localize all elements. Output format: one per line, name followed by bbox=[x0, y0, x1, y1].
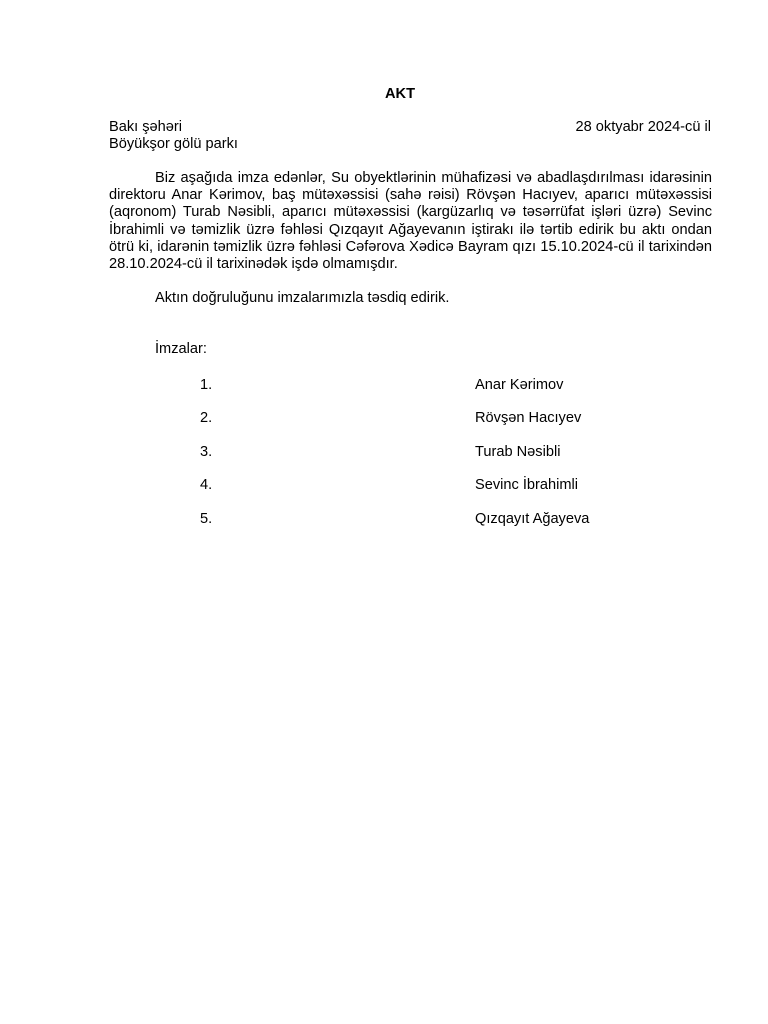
document-date: 28 oktyabr 2024-cü il bbox=[575, 119, 711, 135]
signatory-name: Sevinc İbrahimli bbox=[475, 477, 579, 493]
signature-row bbox=[0, 377, 768, 395]
header-city-date-line bbox=[109, 119, 711, 136]
location-name: Böyükşor gölü parkı bbox=[109, 136, 238, 152]
signatures-label: İmzalar: bbox=[155, 341, 207, 357]
signature-row bbox=[0, 410, 768, 428]
city-name: Bakı şəhəri bbox=[109, 119, 183, 135]
signature-row bbox=[0, 477, 768, 495]
signature-number: 1. bbox=[200, 377, 213, 393]
signatory-name: Turab Nəsibli bbox=[475, 444, 561, 460]
body-paragraph: Biz aşağıda imza edənlər, Su obyektlərinin mühafizəsi və abadlaşdırılması idarəsinin direktoru Anar Kərimov, baş mütəxəssisi (sahə rəisi) Rövşən Hacıyev, aparıcı mütəxəssisi (aqronom) Turab Nəsibli, aparıcı mütəxəssisi (kargüzarlıq və təsərrüfat işləri üzrə) Sevinc İbrahimli və təmizlik üzrə fəhləsi Qızqayıt Ağayevanın iştirakı ilə tərtib edirik bu aktı ondan ötrü ki, idarənin təmizlik üzrə fəhləsi Cəfərova Xədicə Bayram qızı 15.10.2024-cü il tarixindən 28.10.2024-cü il tarixinədək işdə olmamışdır. bbox=[109, 170, 712, 273]
signature-number: 5. bbox=[200, 511, 213, 527]
signature-row bbox=[0, 444, 768, 462]
signatory-name: Rövşən Hacıyev bbox=[475, 410, 582, 426]
signatory-name: Anar Kərimov bbox=[475, 377, 564, 393]
confirmation-text: Aktın doğruluğunu imzalarımızla təsdiq edirik. bbox=[155, 290, 450, 306]
signature-number: 2. bbox=[200, 410, 213, 426]
signature-number: 4. bbox=[200, 477, 213, 493]
document-title: AKT bbox=[385, 86, 415, 102]
signature-number: 3. bbox=[200, 444, 213, 460]
signature-row bbox=[0, 511, 768, 529]
header-location-line bbox=[109, 136, 711, 153]
signatory-name: Qızqayıt Ağayeva bbox=[475, 511, 590, 527]
